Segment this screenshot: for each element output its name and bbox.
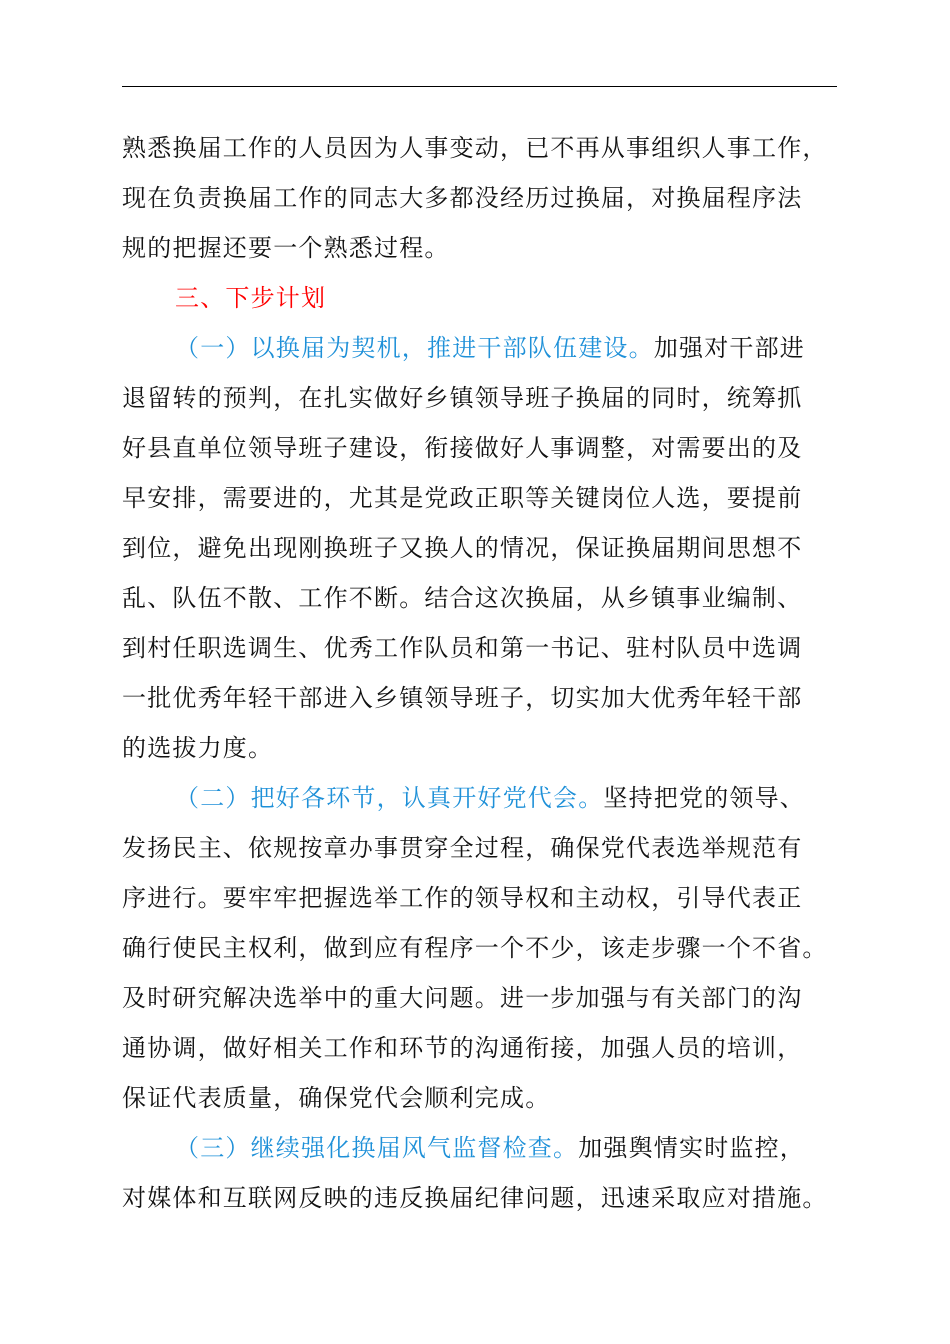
item-1-heading: （一）以换届为契机，推进干部队伍建设。 [175, 334, 654, 362]
text-line: 对媒体和互联网反映的违反换届纪律问题，迅速采取应对措施。 [122, 1184, 828, 1212]
item-3-first-line-rest: 加强舆情实时监控， [578, 1134, 806, 1162]
text-line: 发扬民主、依规按章办事贯穿全过程，确保党代表选举规范有 [122, 834, 803, 862]
text-line: 确行使民主权利，做到应有程序一个不少，该走步骤一个不省。 [122, 934, 828, 962]
text-line: 规的把握还要一个熟悉过程。 [122, 234, 450, 262]
text-line: 乱、队伍不散、工作不断。结合这次换届，从乡镇事业编制、 [122, 584, 803, 612]
text-line: 一批优秀年轻干部进入乡镇领导班子，切实加大优秀年轻干部 [122, 684, 803, 712]
text-line: 保证代表质量，确保党代会顺利完成。 [122, 1084, 551, 1112]
text-line: 退留转的预判，在扎实做好乡镇领导班子换届的同时，统筹抓 [122, 384, 803, 412]
text-line: 熟悉换届工作的人员因为人事变动，已不再从事组织人事工作， [122, 134, 828, 162]
item-2-first-line-rest: 坚持把党的领导、 [603, 784, 806, 812]
paragraph-continued [122, 123, 842, 273]
text-line: 早安排，需要进的，尤其是党政正职等关键岗位人选，要提前 [122, 484, 803, 512]
item-2-paragraph [122, 773, 842, 1123]
text-line: 的选拔力度。 [122, 734, 274, 762]
item-2-first-line [122, 773, 842, 823]
item-3-paragraph [122, 1123, 842, 1223]
text-line: 到村任职选调生、优秀工作队员和第一书记、驻村队员中选调 [122, 634, 803, 662]
item-1-first-line [122, 323, 842, 373]
text-line: 好县直单位领导班子建设，衔接做好人事调整，对需要出的及 [122, 434, 803, 462]
document-body [122, 123, 842, 1223]
item-3-heading: （三）继续强化换届风气监督检查。 [175, 1134, 579, 1162]
text-line: 到位，避免出现刚换班子又换人的情况，保证换届期间思想不 [122, 534, 803, 562]
text-line: 及时研究解决选举中的重大问题。进一步加强与有关部门的沟 [122, 984, 803, 1012]
item-3-first-line [122, 1123, 842, 1173]
item-2-heading: （二）把好各环节，认真开好党代会。 [175, 784, 604, 812]
section-heading: 三、下步计划 [175, 284, 327, 312]
text-line: 现在负责换届工作的同志大多都没经历过换届，对换届程序法 [122, 184, 803, 212]
item-1-first-line-rest: 加强对干部进 [653, 334, 806, 362]
item-1-paragraph [122, 323, 842, 773]
text-line: 序进行。要牢牢把握选举工作的领导权和主动权，引导代表正 [122, 884, 803, 912]
header-rule [122, 86, 837, 87]
text-line: 通协调，做好相关工作和环节的沟通衔接，加强人员的培训， [122, 1034, 803, 1062]
